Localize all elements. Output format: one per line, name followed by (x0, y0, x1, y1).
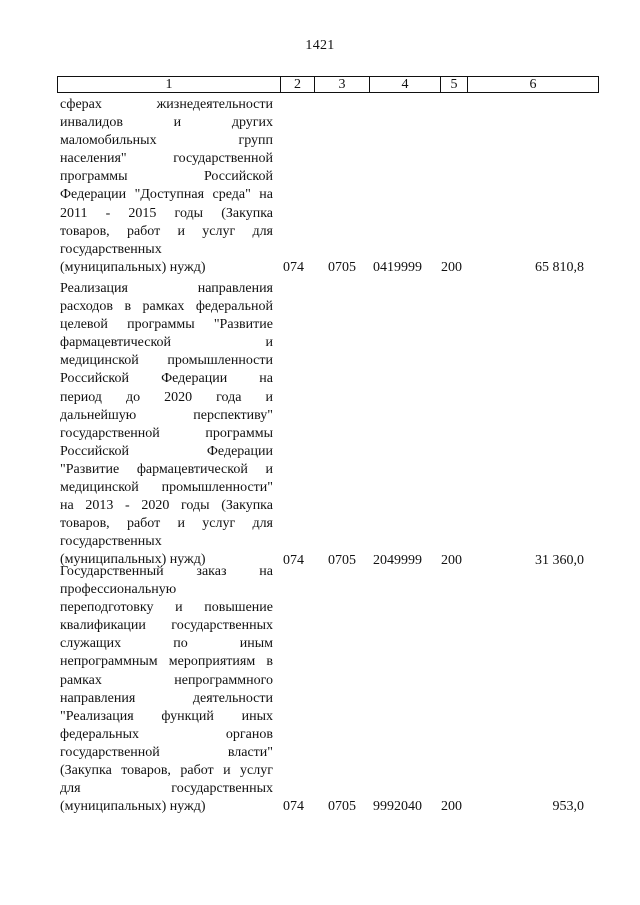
description-line: (Закупка товаров, работ и услуг (60, 763, 273, 779)
description-line: рамках непрограммного (60, 672, 273, 688)
description-line: Российской Федерации (60, 443, 273, 459)
row-description (60, 563, 273, 816)
expense-type-code: 200 (441, 799, 462, 815)
description-line: (муниципальных) нужд) (60, 259, 206, 275)
column-header-6: 6 (529, 77, 537, 92)
description-line: Российской Федерации на (60, 371, 273, 387)
description-line: Государственный заказ на (60, 564, 273, 579)
description-line: направления деятельности (60, 690, 273, 706)
description-line: инвалидов и других (60, 115, 273, 131)
column-header-5: 5 (441, 77, 468, 92)
description-line: государственной программы (60, 425, 273, 441)
description-line: расходов в рамках федеральной (60, 299, 273, 315)
description-line: для государственных (60, 781, 273, 797)
description-line: государственной власти" (60, 744, 273, 760)
row-description (60, 96, 273, 277)
column-header-4: 4 (370, 77, 441, 92)
section-code: 0705 (328, 799, 356, 815)
amount-value: 65 810,8 (535, 259, 584, 275)
description-line: программы Российской (60, 169, 273, 185)
description-line: государственных (60, 241, 162, 257)
column-header-1: 1 (58, 77, 281, 92)
target-article-code: 9992040 (373, 799, 422, 815)
description-line: Федерации "Доступная среда" на (60, 187, 273, 203)
description-line: (муниципальных) нужд) (60, 552, 206, 568)
description-line: дальнейшую перспективу" (60, 407, 273, 423)
amount-value: 31 360,0 (535, 552, 584, 568)
description-line: фармацевтической и (60, 335, 273, 351)
description-line: сферах жизнедеятельности (60, 97, 273, 112)
expense-type-code: 200 (441, 552, 462, 568)
row-description (60, 280, 273, 570)
section-code: 0705 (328, 552, 356, 568)
column-header-2: 2 (281, 77, 315, 92)
amount-value: 953,0 (552, 799, 584, 815)
description-line: 2011 - 2015 годы (Закупка (60, 205, 273, 221)
description-line: товаров, работ и услуг для (60, 223, 273, 239)
description-line: целевой программы "Развитие (60, 317, 273, 333)
description-line: маломобильных групп (60, 133, 273, 149)
expense-type-code: 200 (441, 259, 462, 275)
page-number: 1421 (305, 38, 335, 53)
description-line: непрограммным мероприятиям в (60, 654, 273, 670)
description-line: населения" государственной (60, 151, 273, 167)
org-code: 074 (283, 259, 304, 275)
description-line: Реализация направления (60, 281, 273, 296)
description-line: профессиональную (60, 582, 177, 598)
description-line: на 2013 - 2020 годы (Закупка (60, 498, 273, 514)
description-line: медицинской промышленности" (60, 480, 273, 496)
description-line: "Развитие фармацевтической и (60, 461, 273, 477)
description-line: "Реализация функций иных (60, 708, 273, 724)
description-line: квалификации государственных (60, 618, 273, 634)
column-header-3: 3 (315, 77, 370, 92)
description-line: медицинской промышленности (60, 353, 273, 369)
table-header (57, 76, 599, 93)
org-code: 074 (283, 552, 304, 568)
target-article-code: 0419999 (373, 259, 422, 275)
description-line: период до 2020 года и (60, 389, 273, 405)
description-line: переподготовку и повышение (60, 600, 273, 616)
description-line: товаров, работ и услуг для (60, 516, 273, 532)
description-line: (муниципальных) нужд) (60, 799, 206, 815)
description-line: федеральных органов (60, 726, 273, 742)
section-code: 0705 (328, 259, 356, 275)
description-line: служащих по иным (60, 636, 273, 652)
description-line: государственных (60, 534, 162, 550)
target-article-code: 2049999 (373, 552, 422, 568)
org-code: 074 (283, 799, 304, 815)
